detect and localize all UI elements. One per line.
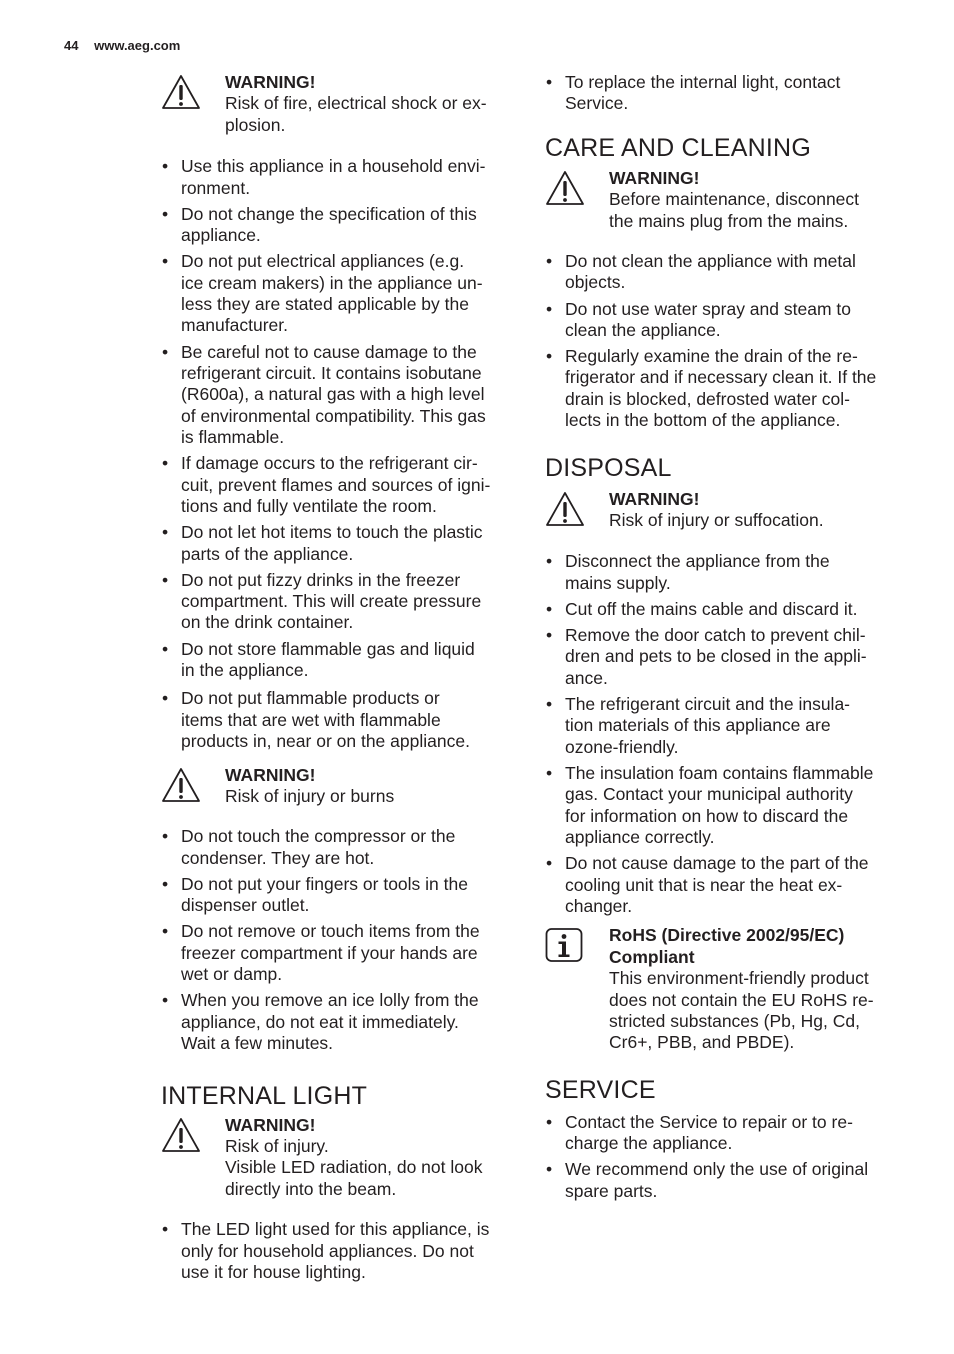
internal-light-continued-list: [545, 72, 897, 115]
list-item: • Do not put fizzy drinks in the freezer compartment. This will create pressure on the drink container.: [161, 570, 513, 634]
list-item: • To replace the internal light, contact Service.: [545, 72, 897, 115]
list-item: • Do not change the specification of this appliance.: [161, 204, 513, 247]
warning-text: Risk of injury or suffocation.: [609, 510, 824, 531]
warning-title: WARNING!: [609, 488, 700, 509]
section-heading-care-and-cleaning: CARE AND CLEANING: [545, 133, 811, 162]
left-column: [161, 72, 513, 1288]
warning-title: WARNING!: [225, 1114, 316, 1135]
warning-triangle-icon: [545, 491, 585, 527]
list-item: • Do not clean the appliance with metal objects.: [545, 251, 897, 294]
warning-title: WARNING!: [225, 764, 316, 785]
warning-box-led: [161, 1115, 513, 1201]
page-header: [64, 38, 180, 53]
website-url: www.aeg.com: [94, 38, 181, 53]
warning-triangle-icon: [161, 767, 201, 803]
warning-box-burns: [161, 765, 513, 808]
list-item: • Do not put your fingers or tools in the dispenser outlet.: [161, 874, 513, 917]
service-bullet-list: [545, 1112, 897, 1202]
list-item: • Cut off the mains cable and discard it.: [545, 599, 897, 620]
section-heading-disposal: DISPOSAL: [545, 453, 672, 482]
internal-light-bullet-list: [161, 1219, 513, 1283]
warning-box-suffocation: [545, 489, 897, 532]
list-item: • Be careful not to cause damage to the refrigerant circuit. It contains isobutane (R600a), a natural gas with a high level of environmental compatibility. This gas is flammable.: [161, 342, 513, 449]
warning-text: Risk of injury. Visible LED radiation, do not look directly into the beam.: [225, 1135, 483, 1199]
page-number: 44: [64, 38, 79, 53]
warning-box-fire: [161, 72, 513, 136]
warning-title: WARNING!: [609, 167, 700, 188]
warning-text: Before maintenance, disconnect the mains plug from the mains.: [609, 189, 860, 231]
list-item: • The refrigerant circuit and the insula- tion materials of this appliance are ozone-friendly.: [545, 694, 897, 758]
list-item: • Disconnect the appliance from the mains supply.: [545, 551, 897, 594]
list-item: • If damage occurs to the refrigerant cir- cuit, prevent flames and sources of igni- tions and fully ventilate the room.: [161, 453, 513, 517]
list-item: • Do not remove or touch items from the freezer compartment if your hands are wet or damp.: [161, 921, 513, 985]
list-item: • When you remove an ice lolly from the appliance, do not eat it immediately. Wait a few minutes.: [161, 990, 513, 1054]
list-item: • We recommend only the use of original spare parts.: [545, 1159, 897, 1202]
burns-bullet-list: [161, 826, 513, 1054]
disposal-bullet-list: [545, 551, 897, 917]
info-icon: [545, 927, 585, 963]
list-item: • The insulation foam contains flammable gas. Contact your municipal authority for information on how to discard the appliance correctly.: [545, 763, 897, 849]
info-title: RoHS (Directive 2002/95/EC) Compliant: [609, 925, 845, 967]
info-box-rohs: [545, 925, 897, 1053]
list-item: • Do not cause damage to the part of the cooling unit that is near the heat ex- changer.: [545, 853, 897, 917]
safety-bullet-list: [161, 156, 513, 681]
warning-triangle-icon: [161, 1117, 201, 1153]
section-heading-service: SERVICE: [545, 1075, 656, 1104]
info-text: This environment-friendly product does not contain the EU RoHS re- stricted substances (Pb, Hg, Cd, Cr6+, PBB, and PBDE).: [609, 968, 874, 1053]
list-item: • Do not touch the compressor or the condenser. They are hot.: [161, 826, 513, 869]
section-heading-internal-light: INTERNAL LIGHT: [161, 1081, 368, 1110]
list-item: • The LED light used for this appliance, is only for household appliances. Do not use it for house lighting.: [161, 1219, 513, 1283]
warning-text: Risk of fire, electrical shock or ex- plosion.: [225, 93, 487, 135]
list-item: • Do not use water spray and steam to clean the appliance.: [545, 299, 897, 342]
right-column: [545, 72, 897, 1207]
list-item: • Regularly examine the drain of the re- frigerator and if necessary clean it. If the drain is blocked, defrosted water col- lects in the bottom of the appliance.: [545, 346, 897, 432]
list-item: • Do not put electrical appliances (e.g. ice cream makers) in the appliance un- less they are stated applicable by the manufacturer.: [161, 251, 513, 337]
warning-triangle-icon: [161, 74, 201, 110]
warning-box-maintenance: [545, 168, 897, 232]
warning-text: Risk of injury or burns: [225, 786, 395, 806]
list-item: • Use this appliance in a household envi- ronment.: [161, 156, 513, 199]
list-item: • Do not let hot items to touch the plastic parts of the appliance.: [161, 522, 513, 565]
list-item: • Contact the Service to repair or to re- charge the appliance.: [545, 1112, 897, 1155]
care-bullet-list: [545, 251, 897, 432]
warning-triangle-icon: [545, 170, 585, 206]
list-item: • Do not store flammable gas and liquid in the appliance.: [161, 639, 513, 682]
flammable-bullet-list: [161, 688, 513, 752]
warning-title: WARNING!: [225, 72, 316, 92]
list-item: • Remove the door catch to prevent chil- dren and pets to be closed in the appli- ance.: [545, 625, 897, 689]
list-item: • Do not put flammable products or items that are wet with flammable products in, near or on the appliance.: [161, 688, 513, 752]
